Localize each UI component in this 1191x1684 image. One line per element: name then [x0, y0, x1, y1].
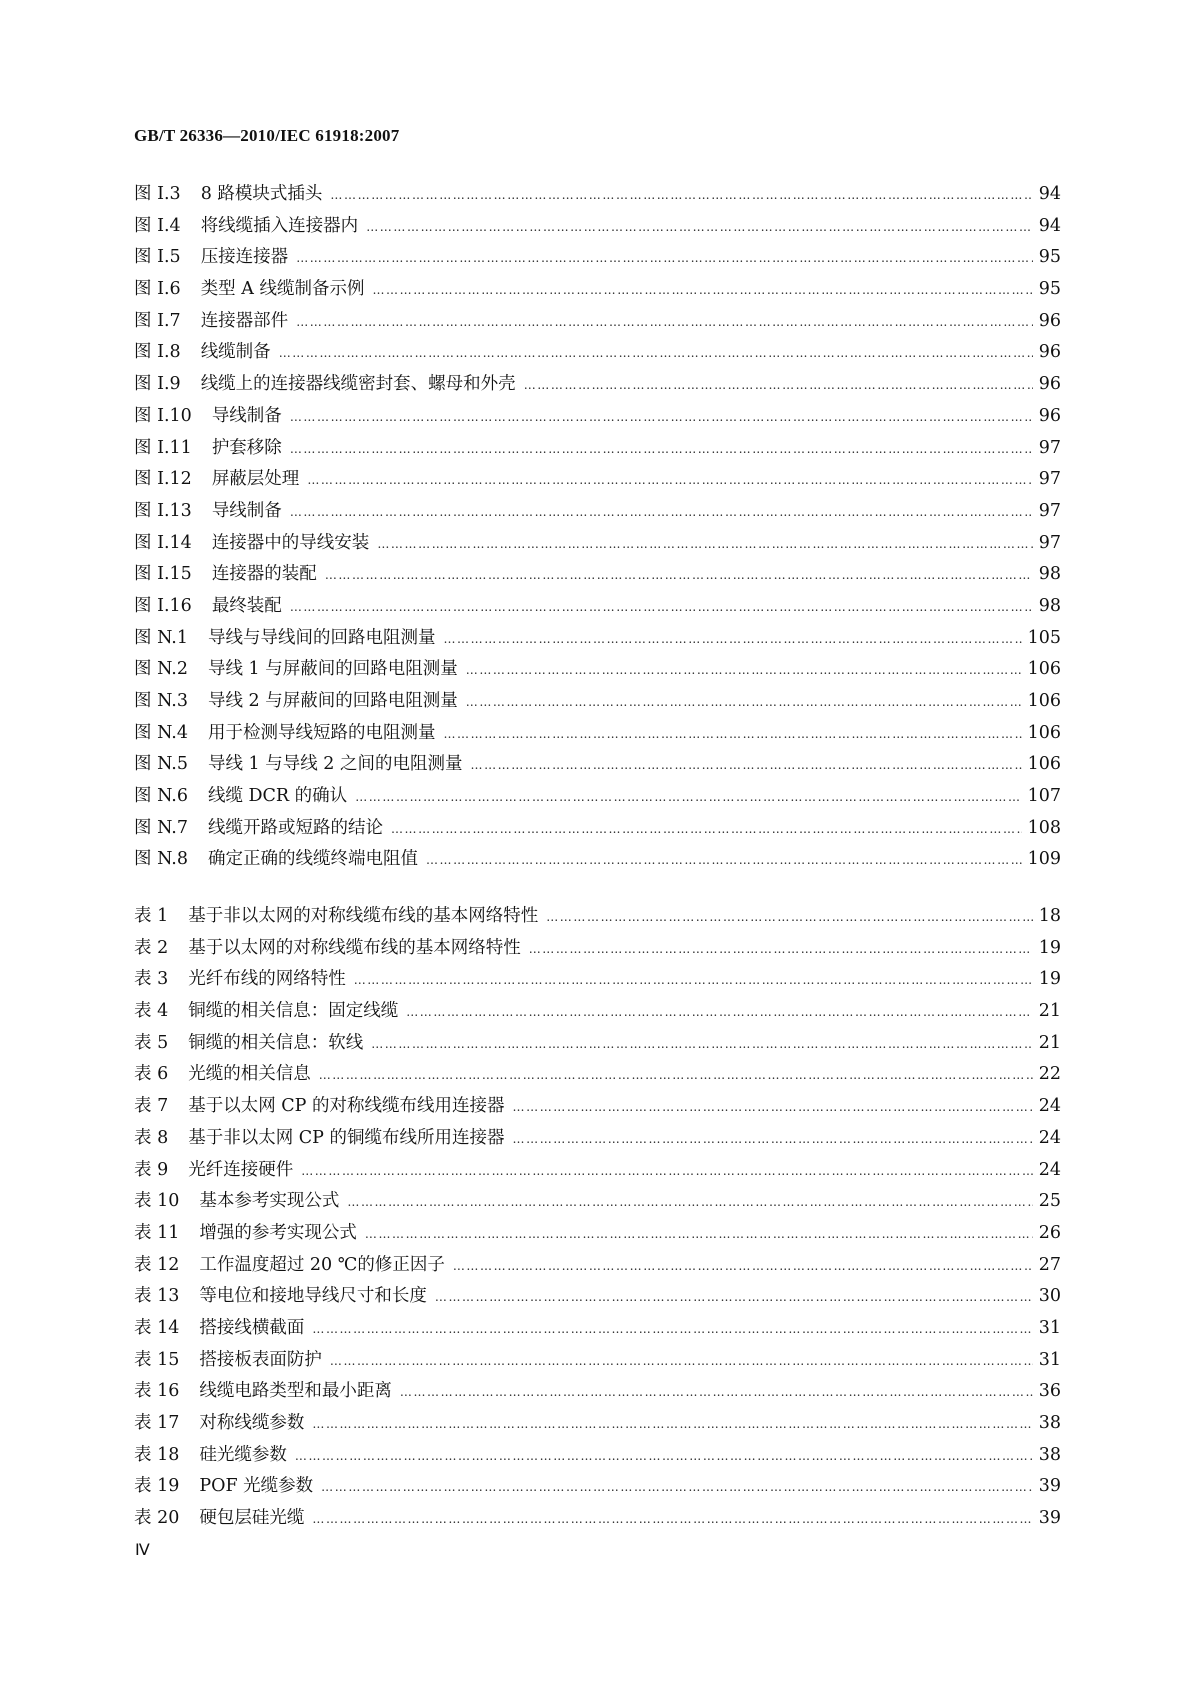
- toc-entry-title: 基于非以太网 CP 的铜缆布线所用连接器: [188, 1127, 505, 1148]
- dot-leader: [295, 1449, 1033, 1463]
- toc-entry[interactable]: [134, 1441, 1061, 1473]
- toc-entry-title: 线缆上的连接器线缆密封套、螺母和外壳: [200, 374, 516, 395]
- toc-entry-title: 基于非以太网的对称线缆布线的基本网络特性: [188, 906, 539, 926]
- toc-entry-page: 96: [1038, 342, 1061, 363]
- list-of-figures: [134, 180, 1061, 877]
- toc-entry-label: 图 I.3: [134, 184, 181, 204]
- toc-entry[interactable]: [134, 434, 1061, 466]
- toc-entry-title: 光缆的相关信息: [188, 1064, 311, 1085]
- page-folio: Ⅳ: [135, 1542, 150, 1559]
- toc-entry[interactable]: [134, 338, 1061, 370]
- toc-entry[interactable]: [134, 902, 1061, 934]
- toc-entry-page: 96: [1038, 374, 1061, 395]
- toc-entry[interactable]: [134, 402, 1061, 434]
- toc-entry[interactable]: [134, 934, 1061, 966]
- toc-entry-page: 96: [1038, 405, 1061, 426]
- toc-entry-page: 98: [1038, 595, 1061, 616]
- toc-entry[interactable]: [134, 624, 1061, 656]
- toc-entry[interactable]: [134, 1409, 1061, 1441]
- dot-leader: [296, 315, 1033, 329]
- toc-entry-title: 导线制备: [211, 500, 282, 521]
- toc-entry-page: 24: [1038, 1096, 1061, 1117]
- toc-entry-title: POF 光缆参数: [199, 1476, 314, 1497]
- toc-entry-label: 图 I.13: [134, 500, 192, 521]
- toc-entry-page: 39: [1038, 1508, 1061, 1529]
- toc-entry-title: 导线 2 与屏蔽间的回路电阻测量: [207, 691, 458, 711]
- dot-leader: [312, 1322, 1032, 1336]
- dot-leader: [524, 378, 1033, 392]
- dot-leader: [443, 727, 1021, 741]
- toc-entry-page: 106: [1027, 754, 1061, 775]
- toc-entry-page: 97: [1038, 500, 1061, 521]
- toc-entry-label: 表 13: [134, 1286, 180, 1307]
- toc-entry-page: 36: [1038, 1381, 1061, 1402]
- toc-entry-title: 类型 A 线缆制备示例: [200, 279, 365, 300]
- toc-entry-title: 铜缆的相关信息：软线: [188, 1032, 364, 1053]
- toc-entry-title: 确定正确的线缆终端电阻值: [207, 849, 418, 870]
- toc-entry-label: 图 N.2: [134, 659, 188, 680]
- dot-leader: [400, 1385, 1033, 1399]
- dot-leader: [529, 942, 1033, 956]
- toc-entry[interactable]: [134, 655, 1061, 687]
- toc-entry-label: 表 15: [134, 1349, 180, 1370]
- toc-entry-label: 图 N.8: [134, 849, 188, 870]
- dot-leader: [290, 505, 1033, 519]
- dot-leader: [307, 473, 1032, 487]
- toc-entry-page: 106: [1027, 659, 1061, 680]
- toc-entry-title: 基于以太网的对称线缆布线的基本网络特性: [188, 937, 521, 958]
- toc-entry-title: 连接器部件: [200, 310, 289, 331]
- toc-entry[interactable]: [134, 180, 1061, 212]
- toc-entry[interactable]: [134, 560, 1061, 592]
- toc-entry-title: 光纤连接硬件: [188, 1159, 294, 1180]
- toc-entry[interactable]: [134, 529, 1061, 561]
- dot-leader: [330, 1354, 1033, 1368]
- toc-entry-title: 光纤布线的网络特性: [188, 969, 346, 990]
- toc-entry[interactable]: [134, 1156, 1061, 1188]
- toc-entry[interactable]: [134, 1314, 1061, 1346]
- toc-entry-label: 图 I.10: [134, 405, 192, 426]
- document-header: GB/T 26336—2010/IEC 61918:2007: [134, 126, 400, 145]
- toc-entry-label: 图 I.4: [134, 215, 181, 236]
- toc-entry-page: 107: [1027, 786, 1061, 807]
- toc-entry[interactable]: [134, 243, 1061, 275]
- toc-entry-label: 图 N.6: [134, 786, 188, 807]
- toc-entry-label: 表 20: [134, 1508, 180, 1529]
- toc-entry[interactable]: [134, 1029, 1061, 1061]
- toc-entry-title: 导线与导线间的回路电阻测量: [207, 627, 436, 648]
- toc-entry-title: 增强的参考实现公式: [199, 1222, 357, 1243]
- toc-entry-title: 线缆 DCR 的确认: [207, 786, 348, 807]
- toc-entry-label: 表 2: [134, 937, 169, 958]
- toc-entry-page: 105: [1027, 627, 1061, 648]
- dot-leader: [466, 663, 1022, 677]
- toc-entry-title: 工作温度超过 20 ℃的修正因子: [199, 1254, 445, 1275]
- toc-entry[interactable]: [134, 782, 1061, 814]
- toc-entry[interactable]: [134, 845, 1061, 877]
- dot-leader: [355, 790, 1021, 804]
- toc-entry-label: 表 6: [134, 1064, 169, 1085]
- dot-leader: [347, 1195, 1032, 1209]
- toc-entry-label: 图 N.5: [134, 754, 188, 775]
- toc-entry-label: 表 12: [134, 1254, 180, 1275]
- toc-entry-page: 31: [1038, 1317, 1061, 1338]
- toc-entry-label: 表 10: [134, 1191, 180, 1212]
- toc-entry-label: 图 I.6: [134, 279, 181, 300]
- toc-entry-title: 连接器的装配: [211, 564, 317, 585]
- dot-leader: [319, 1068, 1033, 1082]
- toc-entry-label: 表 19: [134, 1476, 180, 1497]
- toc-entry-page: 94: [1038, 215, 1061, 236]
- toc-entry-page: 19: [1038, 969, 1061, 990]
- toc-entry[interactable]: [134, 719, 1061, 751]
- toc-entry-label: 图 I.16: [134, 595, 192, 616]
- toc-entry[interactable]: [134, 465, 1061, 497]
- toc-entry-label: 表 3: [134, 969, 169, 990]
- toc-entry-page: 95: [1038, 279, 1061, 300]
- toc-entry-title: 对称线缆参数: [199, 1413, 305, 1433]
- toc-entry-label: 图 I.8: [134, 342, 181, 363]
- toc-entry-label: 表 17: [134, 1413, 180, 1433]
- toc-entry-page: 21: [1038, 1001, 1061, 1022]
- toc-entry-title: 8 路模块式插头: [200, 184, 323, 204]
- toc-entry-page: 24: [1038, 1127, 1061, 1148]
- toc-entry-page: 22: [1038, 1064, 1061, 1085]
- dot-leader: [290, 600, 1033, 614]
- dot-leader: [513, 1132, 1033, 1146]
- toc-entry-label: 表 8: [134, 1127, 169, 1148]
- toc-entry[interactable]: [134, 997, 1061, 1029]
- dot-leader: [443, 632, 1021, 646]
- toc-entry[interactable]: [134, 750, 1061, 782]
- toc-entry[interactable]: [134, 1282, 1061, 1314]
- toc-entry-page: 27: [1038, 1254, 1061, 1275]
- dot-leader: [371, 1037, 1033, 1051]
- toc-entry-title: 最终装配: [211, 595, 282, 616]
- toc-entry-title: 用于检测导线短路的电阻测量: [207, 722, 436, 743]
- toc-entry-title: 导线 1 与导线 2 之间的电阻测量: [207, 754, 463, 775]
- toc-entry-title: 搭接板表面防护: [199, 1349, 322, 1370]
- toc-entry-label: 表 4: [134, 1001, 169, 1022]
- toc-entry-title: 线缆开路或短路的结论: [207, 817, 383, 838]
- dot-leader: [321, 1480, 1033, 1494]
- toc-entry-label: 图 I.9: [134, 374, 181, 395]
- toc-entry-page: 94: [1038, 184, 1061, 204]
- toc-entry-title: 铜缆的相关信息：固定线缆: [188, 1001, 399, 1022]
- toc-entry-label: 表 9: [134, 1159, 169, 1180]
- toc-entry-label: 表 7: [134, 1096, 169, 1117]
- dot-leader: [372, 283, 1032, 297]
- dot-leader: [296, 251, 1033, 265]
- toc-entry-page: 97: [1038, 469, 1061, 490]
- toc-entry-page: 95: [1038, 247, 1061, 268]
- toc-entry-label: 图 I.15: [134, 564, 192, 585]
- toc-entry-title: 基于以太网 CP 的对称线缆布线用连接器: [188, 1096, 505, 1117]
- toc-entry-title: 搭接线横截面: [199, 1317, 305, 1338]
- list-of-tables: [134, 902, 1061, 1536]
- dot-leader: [279, 346, 1033, 360]
- toc-entry-page: 26: [1038, 1222, 1061, 1243]
- toc-entry-title: 线缆制备: [200, 342, 271, 363]
- toc-entry[interactable]: [134, 1377, 1061, 1409]
- toc-entry-page: 39: [1038, 1476, 1061, 1497]
- dot-leader: [312, 1512, 1032, 1526]
- toc-entry-page: 98: [1038, 564, 1061, 585]
- toc-entry[interactable]: [134, 814, 1061, 846]
- toc-entry[interactable]: [134, 1219, 1061, 1251]
- toc-entry[interactable]: [134, 965, 1061, 997]
- dot-leader: [290, 410, 1033, 424]
- toc-entry[interactable]: [134, 687, 1061, 719]
- dot-leader: [470, 758, 1021, 772]
- toc-entry-page: 25: [1038, 1191, 1061, 1212]
- toc-entry-label: 表 5: [134, 1032, 169, 1053]
- toc-entry-title: 硅光缆参数: [199, 1444, 287, 1465]
- toc-entry[interactable]: [134, 592, 1061, 624]
- toc-entry[interactable]: [134, 1060, 1061, 1092]
- toc-entry-title: 等电位和接地导线尺寸和长度: [199, 1286, 427, 1307]
- toc-entry-title: 线缆电路类型和最小距离: [199, 1381, 392, 1402]
- dot-leader: [406, 1005, 1033, 1019]
- toc-entry-title: 护套移除: [211, 437, 282, 458]
- toc-entry-title: 导线制备: [211, 405, 282, 426]
- dot-leader: [546, 910, 1033, 924]
- toc-entry[interactable]: [134, 370, 1061, 402]
- dot-leader: [391, 822, 1022, 836]
- toc-entry[interactable]: [134, 1124, 1061, 1156]
- toc-entry-page: 19: [1038, 937, 1061, 958]
- toc-entry-label: 图 I.5: [134, 247, 181, 268]
- toc-entry-title: 屏蔽层处理: [211, 469, 300, 490]
- dot-leader: [365, 1227, 1033, 1241]
- toc-entry-page: 31: [1038, 1349, 1061, 1370]
- toc-entry-label: 表 18: [134, 1444, 180, 1465]
- dot-leader: [301, 1164, 1033, 1178]
- toc-entry-page: 97: [1038, 437, 1061, 458]
- toc-entry-page: 108: [1027, 817, 1061, 838]
- dot-leader: [453, 1259, 1033, 1273]
- toc-entry-title: 硬包层硅光缆: [199, 1508, 305, 1529]
- toc-entry-page: 38: [1038, 1444, 1061, 1465]
- toc-entry-page: 30: [1038, 1286, 1061, 1307]
- toc-entry-page: 24: [1038, 1159, 1061, 1180]
- toc-entry-label: 图 N.1: [134, 627, 188, 648]
- toc-entry[interactable]: [134, 1504, 1061, 1536]
- toc-entry-page: 106: [1027, 722, 1061, 743]
- toc-entry-label: 表 16: [134, 1381, 180, 1402]
- toc-entry[interactable]: [134, 307, 1061, 339]
- toc-entry-title: 基本参考实现公式: [199, 1191, 340, 1212]
- dot-leader: [354, 973, 1033, 987]
- toc-entry-label: 表 14: [134, 1317, 180, 1338]
- toc-entry-page: 109: [1027, 849, 1061, 870]
- toc-entry[interactable]: [134, 1187, 1061, 1219]
- toc-entry-title: 导线 1 与屏蔽间的回路电阻测量: [207, 659, 458, 680]
- dot-leader: [513, 1100, 1033, 1114]
- dot-leader: [330, 188, 1032, 202]
- toc-entry-label: 表 1: [134, 906, 169, 926]
- dot-leader: [290, 442, 1033, 456]
- dot-leader: [366, 220, 1033, 234]
- toc-entry-page: 21: [1038, 1032, 1061, 1053]
- dot-leader: [426, 853, 1022, 867]
- toc-entry-label: 图 I.14: [134, 532, 192, 553]
- toc-entry-page: 97: [1038, 532, 1061, 553]
- toc-entry-label: 表 11: [134, 1222, 180, 1243]
- toc-entry[interactable]: [134, 1346, 1061, 1378]
- toc-entry-title: 连接器中的导线安装: [211, 532, 370, 553]
- toc-entry-page: 38: [1038, 1413, 1061, 1433]
- toc-entry[interactable]: [134, 1472, 1061, 1504]
- toc-entry-label: 图 I.12: [134, 469, 192, 490]
- toc-entry[interactable]: [134, 212, 1061, 244]
- toc-entry-page: 96: [1038, 310, 1061, 331]
- toc-entry-page: 18: [1038, 906, 1061, 926]
- dot-leader: [325, 568, 1033, 582]
- toc-entry[interactable]: [134, 275, 1061, 307]
- dot-leader: [377, 537, 1032, 551]
- toc-entry-label: 图 I.11: [134, 437, 192, 458]
- toc-entry[interactable]: [134, 1251, 1061, 1283]
- dot-leader: [312, 1417, 1032, 1431]
- dot-leader: [466, 695, 1022, 709]
- toc-entry-title: 将线缆插入连接器内: [200, 215, 359, 236]
- toc-entry-title: 压接连接器: [200, 247, 289, 268]
- toc-entry-label: 图 N.7: [134, 817, 188, 838]
- toc-entry[interactable]: [134, 1092, 1061, 1124]
- toc-entry-page: 106: [1027, 691, 1061, 711]
- toc-entry-label: 图 N.4: [134, 722, 188, 743]
- toc-entry-label: 图 I.7: [134, 310, 181, 331]
- dot-leader: [435, 1290, 1033, 1304]
- toc-entry-label: 图 N.3: [134, 691, 188, 711]
- toc-entry[interactable]: [134, 497, 1061, 529]
